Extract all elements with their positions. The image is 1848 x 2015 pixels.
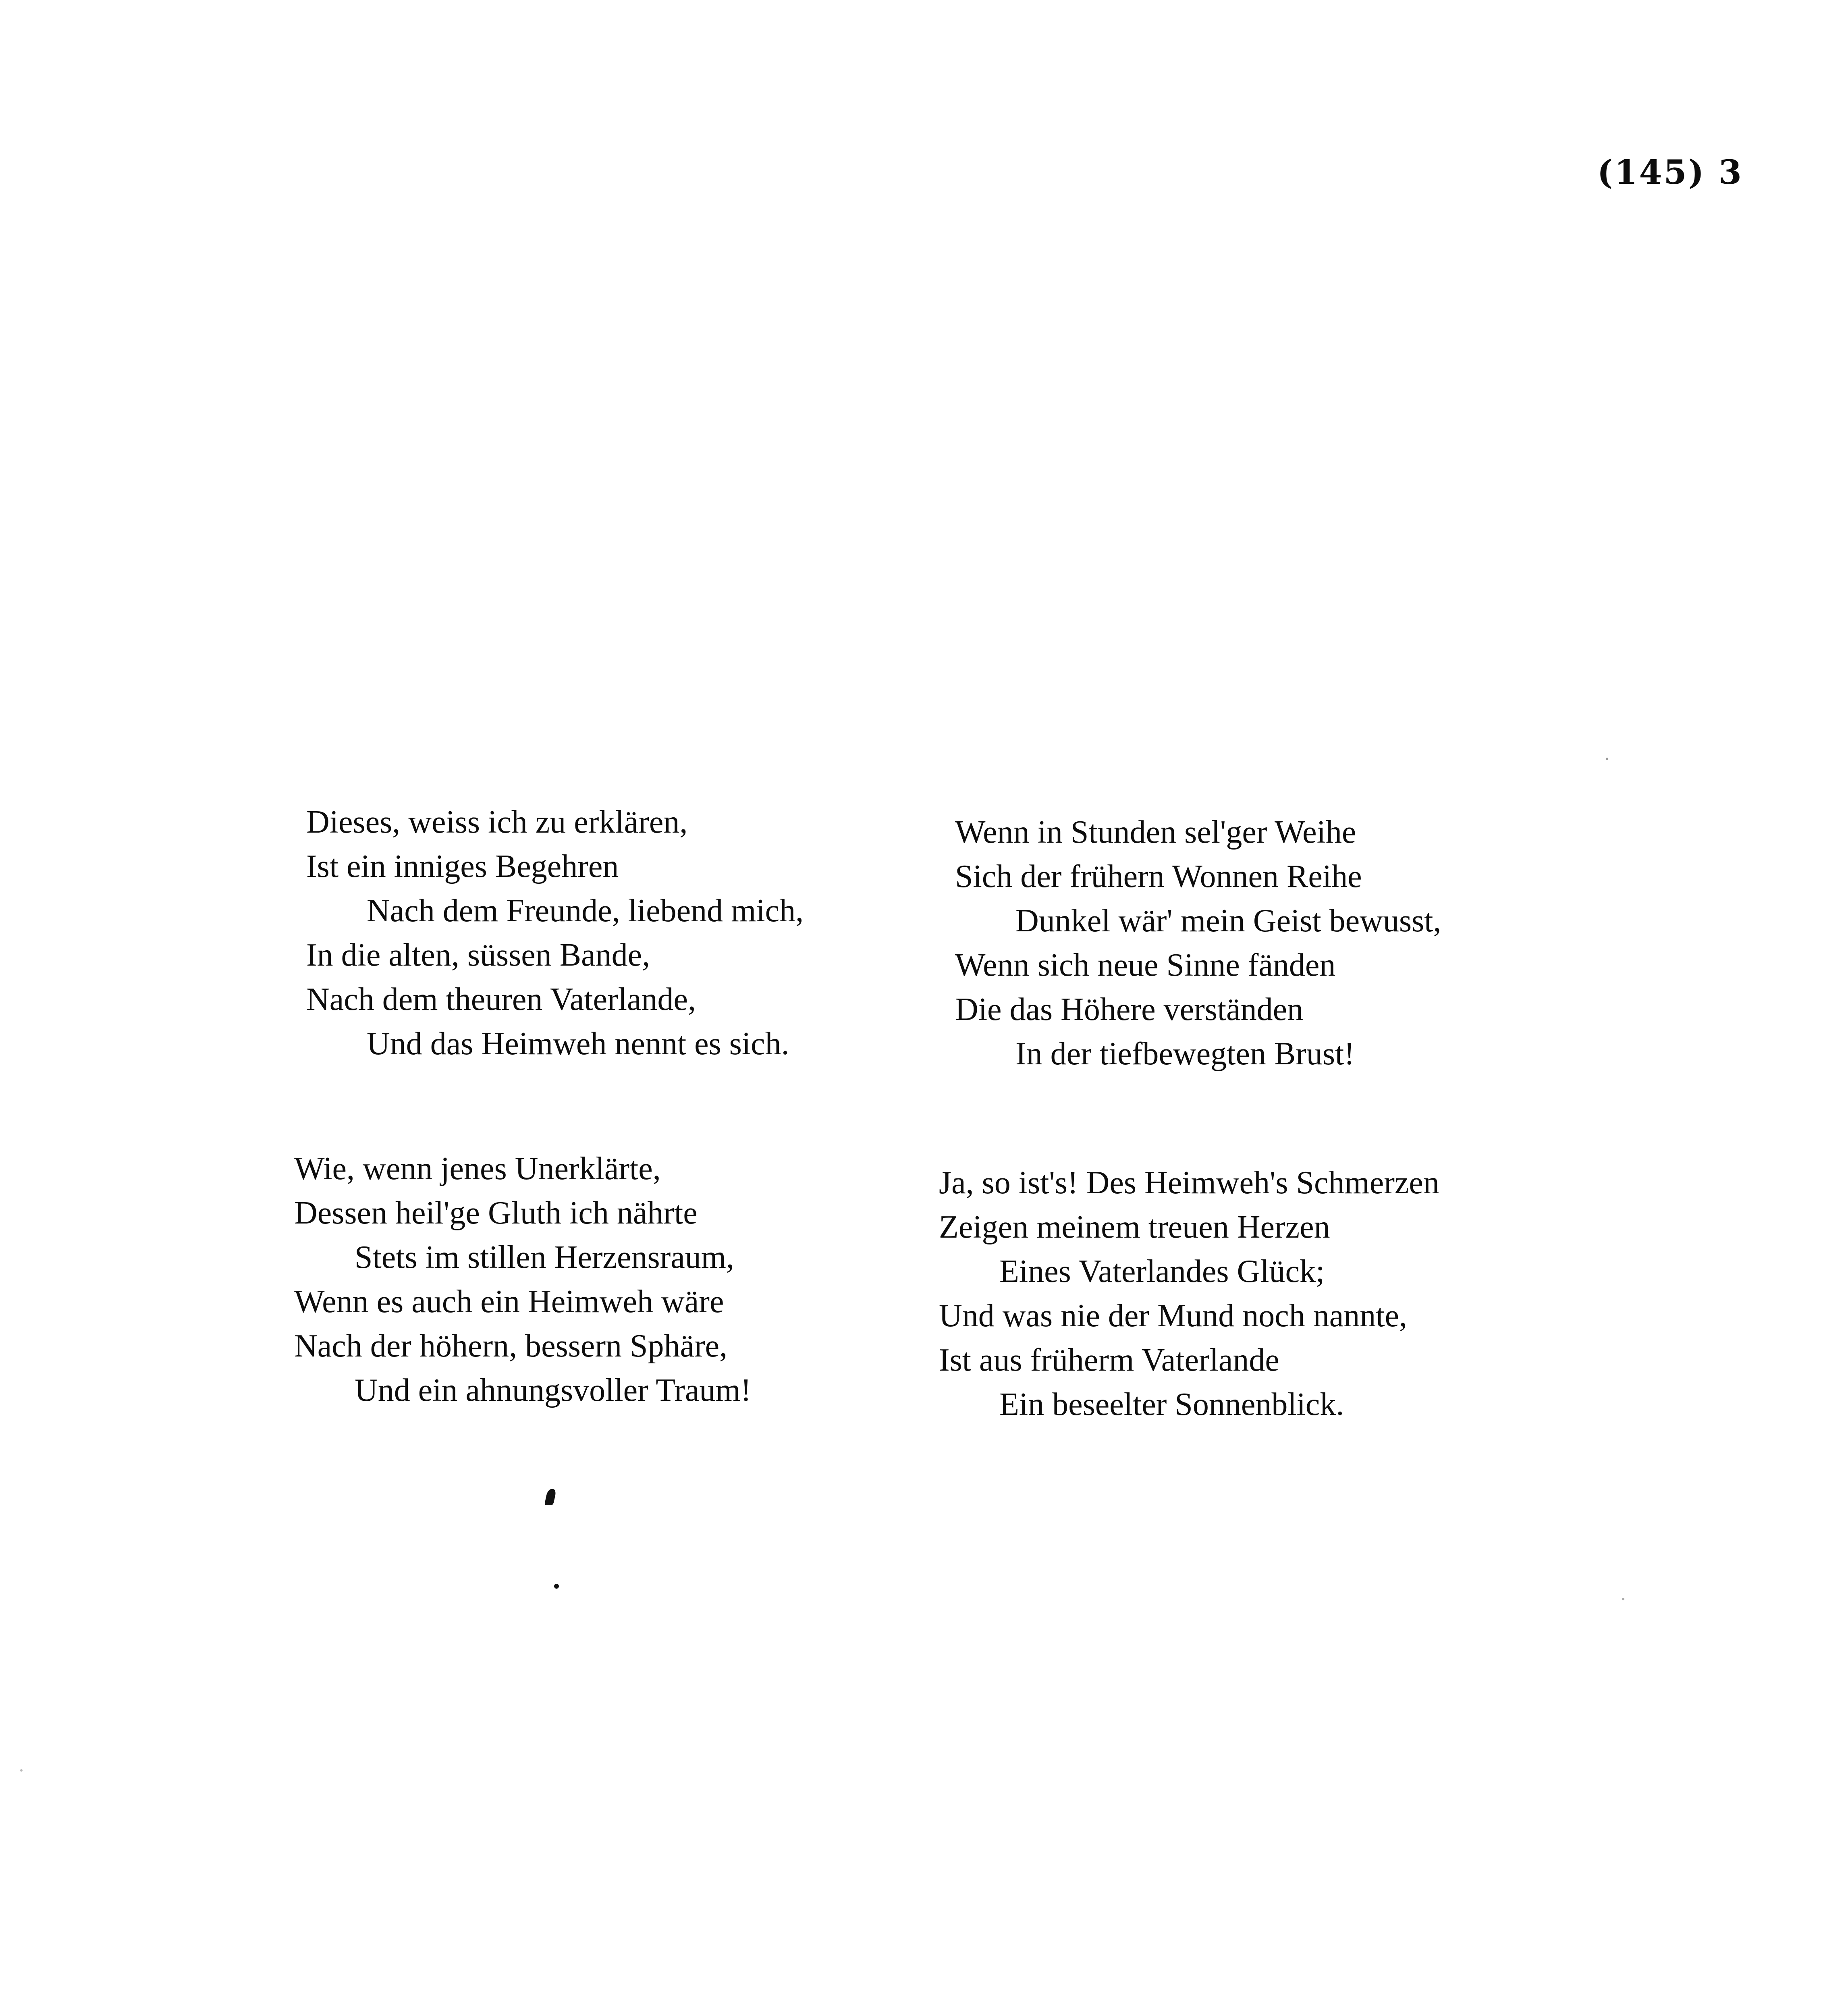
- poem-stanza-2: [294, 1147, 751, 1413]
- speck-mark: [1606, 758, 1608, 760]
- poem-line: Nach dem Freunde, liebend mich,: [367, 893, 804, 929]
- speck-mark: [20, 1769, 23, 1772]
- poem-line: Ein beseelter Sonnenblick.: [999, 1387, 1344, 1422]
- poem-line: Dessen heil'ge Gluth ich nährte: [294, 1195, 698, 1231]
- ink-blot-mark: [544, 1489, 557, 1505]
- poem-line: Wie, wenn jenes Unerklärte,: [294, 1151, 661, 1186]
- poem-line: Ist ein inniges Begehren: [306, 849, 619, 884]
- poem-stanza-1: [306, 800, 804, 1066]
- speck-mark: [1622, 1598, 1624, 1600]
- poem-line: Nach der höhern, bessern Sphäre,: [294, 1328, 728, 1364]
- poem-line: Und das Heimweh nennt es sich.: [367, 1026, 789, 1062]
- poem-stanza-3: [955, 810, 1441, 1076]
- poem-line: Zeigen meinem treuen Herzen: [939, 1209, 1330, 1245]
- poem-line: Dunkel wär' mein Geist bewusst,: [1015, 903, 1441, 939]
- poem-line: Sich der frühern Wonnen Reihe: [955, 859, 1362, 894]
- page-number-header: (145) 3: [1597, 153, 1743, 192]
- poem-line: Ist aus früherm Vaterlande: [939, 1342, 1279, 1378]
- poem-line: In die alten, süssen Bande,: [306, 937, 650, 973]
- poem-line: Ja, so ist's! Des Heimweh's Schmerzen: [939, 1165, 1439, 1201]
- poem-line: Stets im stillen Herzensraum,: [355, 1240, 735, 1275]
- ink-dot-mark: [554, 1584, 559, 1589]
- poem-line: Wenn in Stunden sel'ger Weihe: [955, 814, 1356, 850]
- poem-stanza-4: [939, 1161, 1439, 1427]
- poem-line: In der tiefbewegten Brust!: [1015, 1036, 1355, 1072]
- poem-line: Nach dem theuren Vaterlande,: [306, 982, 696, 1017]
- poem-line: Wenn es auch ein Heimweh wäre: [294, 1284, 724, 1319]
- poem-line: Eines Vaterlandes Glück;: [999, 1254, 1325, 1289]
- poem-line: Wenn sich neue Sinne fänden: [955, 947, 1336, 983]
- poem-line: Und was nie der Mund noch nannte,: [939, 1298, 1407, 1334]
- poem-line: Dieses, weiss ich zu erklären,: [306, 804, 688, 840]
- poem-line: Und ein ahnungsvoller Traum!: [355, 1373, 752, 1408]
- poem-line: Die das Höhere verständen: [955, 992, 1304, 1027]
